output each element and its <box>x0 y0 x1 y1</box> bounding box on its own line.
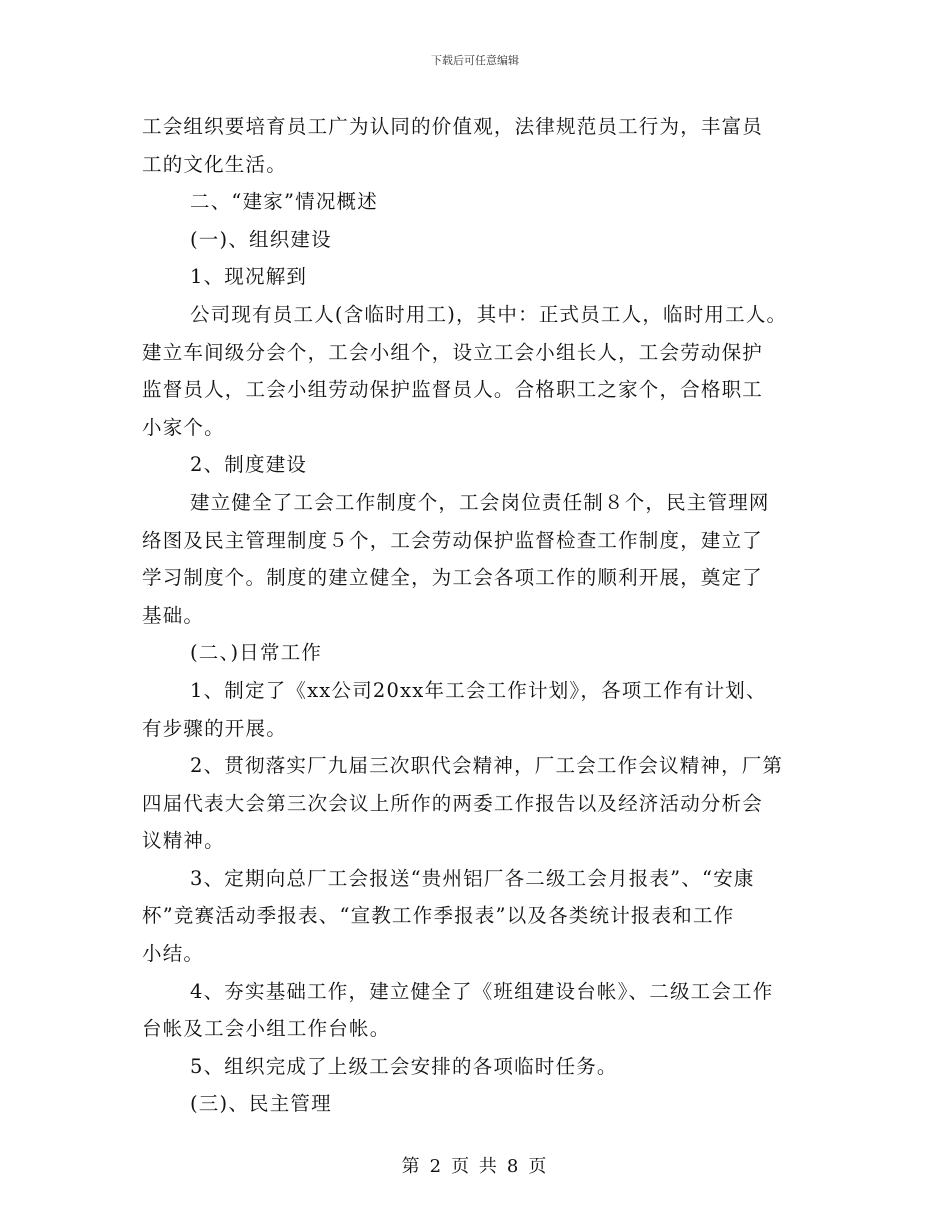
current-page-number: 2 <box>429 1156 444 1177</box>
paragraph-line: 监督员人，工会小组劳动保护监督员人。合格职工之家个，合格职工 <box>142 378 764 402</box>
paragraph-line: 公司现有员工人(含临时用工)，其中：正式员工人，临时用工人。 <box>190 302 788 326</box>
page-footer-suffix: 页 <box>528 1156 549 1177</box>
paragraph-line: 2、贯彻落实厂九届三次职代会精神，厂工会工作会议精神，厂第 <box>190 754 784 778</box>
paragraph-line: 议精神。 <box>142 829 225 853</box>
section-heading: 二、“建家”情况概述 <box>190 190 378 214</box>
paragraph-line: 4、夯实基础工作，建立健全了《班组建设台帐》、二级工会工作 <box>190 979 774 1003</box>
page-footer-middle: 页 共 <box>451 1156 499 1177</box>
total-page-count: 8 <box>506 1156 521 1177</box>
paragraph-line: 3、定期向总厂工会报送“贵州铝厂各二级工会月报表”、“安康 <box>190 866 755 890</box>
paragraph-line: 络图及民主管理制度５个，工会劳动保护监督检查工作制度，建立了 <box>142 528 764 552</box>
paragraph-line: 杯”竞赛活动季报表、“宣教工作季报表”以及各类统计报表和工作 <box>142 904 735 928</box>
paragraph-line: 1、制定了《xx公司20xx年工会工作计划》，各项工作有计划、 <box>190 678 767 702</box>
paragraph-line: 建立车间级分会个，工会小组个，设立工会小组长人，工会劳动保护 <box>142 340 764 364</box>
subsection-heading: (二、)日常工作 <box>190 641 323 665</box>
page-number-footer <box>0 1152 950 1178</box>
paragraph-line: 工的文化生活。 <box>142 152 287 176</box>
subsection-heading: (三)、民主管理 <box>190 1092 332 1116</box>
subsection-heading: (一)、组织建设 <box>190 227 332 251</box>
paragraph-line: 工会组织要培育员工广为认同的价值观，法律规范员工行为，丰富员 <box>142 115 764 138</box>
paragraph-line: 学习制度个。制度的建立健全，为工会各项工作的顺利开展，奠定了 <box>142 566 764 590</box>
document-body <box>142 108 812 1123</box>
paragraph-line: 5、组织完成了上级工会安排的各项临时任务。 <box>190 1054 618 1078</box>
paragraph-line: 小结。 <box>142 942 205 966</box>
paragraph-line: 台帐及工会小组工作台帐。 <box>142 1017 391 1041</box>
item-heading: 2、制度建设 <box>190 453 308 477</box>
paragraph-line: 建立健全了工会工作制度个，工会岗位责任制８个，民主管理网 <box>190 490 770 514</box>
paragraph-line: 四届代表大会第三次会议上所作的两委工作报告以及经济活动分析会 <box>142 791 764 815</box>
paragraph-line: 有步骤的开展。 <box>142 716 287 740</box>
page-footer-prefix: 第 <box>401 1156 422 1177</box>
paragraph-line: 小家个。 <box>142 415 225 439</box>
page-header-note: 下载后可任意编辑 <box>431 54 519 67</box>
paragraph-line: 基础。 <box>142 603 205 627</box>
item-heading: 1、现况解到 <box>190 265 308 289</box>
